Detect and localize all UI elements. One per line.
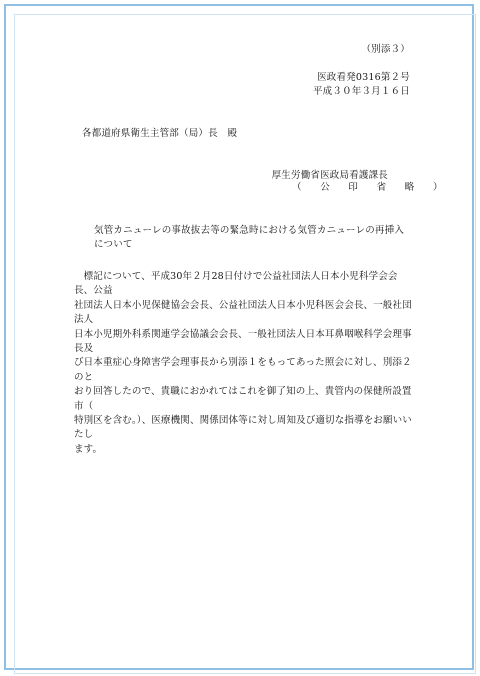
sender-title: 厚生労働省医政局看護課長: [271, 170, 388, 181]
seal-omitted-note: （ 公 印 省 略 ）: [292, 182, 448, 193]
annex-label: （別添３）: [361, 44, 410, 55]
document-number: 医政看発0316第２号: [317, 72, 410, 83]
issue-date: 平成３０年３月１６日: [312, 86, 410, 97]
subject: [94, 224, 404, 252]
subject-line-1: 気管カニューレの事故抜去等の緊急時における気管カニューレの再挿入: [94, 225, 405, 236]
body-paragraph: 標記について、平成30年２月28日付けで公益社団法人日本小児科学会会長、公益 社団法人日本小児保健協会会長、公益社団法人日本小児科医会会長、一般社団法人 日本小児期外科系関連学会協議会会長、一般社団法人日本耳鼻咽喉科学会理事長及 び日本重症心身障害学会理事長から別添１をもってあった照会に対し、別添２のと おり回答したので、貴職におかれてはこれを御了知の上、貴管内の保健所設置市（ 特別区を含む。）、医療機関、関係団体等に対し周知及び適切な指導をお願いいたし ます。: [74, 271, 412, 455]
subject-line-2: について: [94, 239, 133, 250]
addressee: 各都道府県衛生主管部（局）長 殿: [82, 128, 238, 139]
